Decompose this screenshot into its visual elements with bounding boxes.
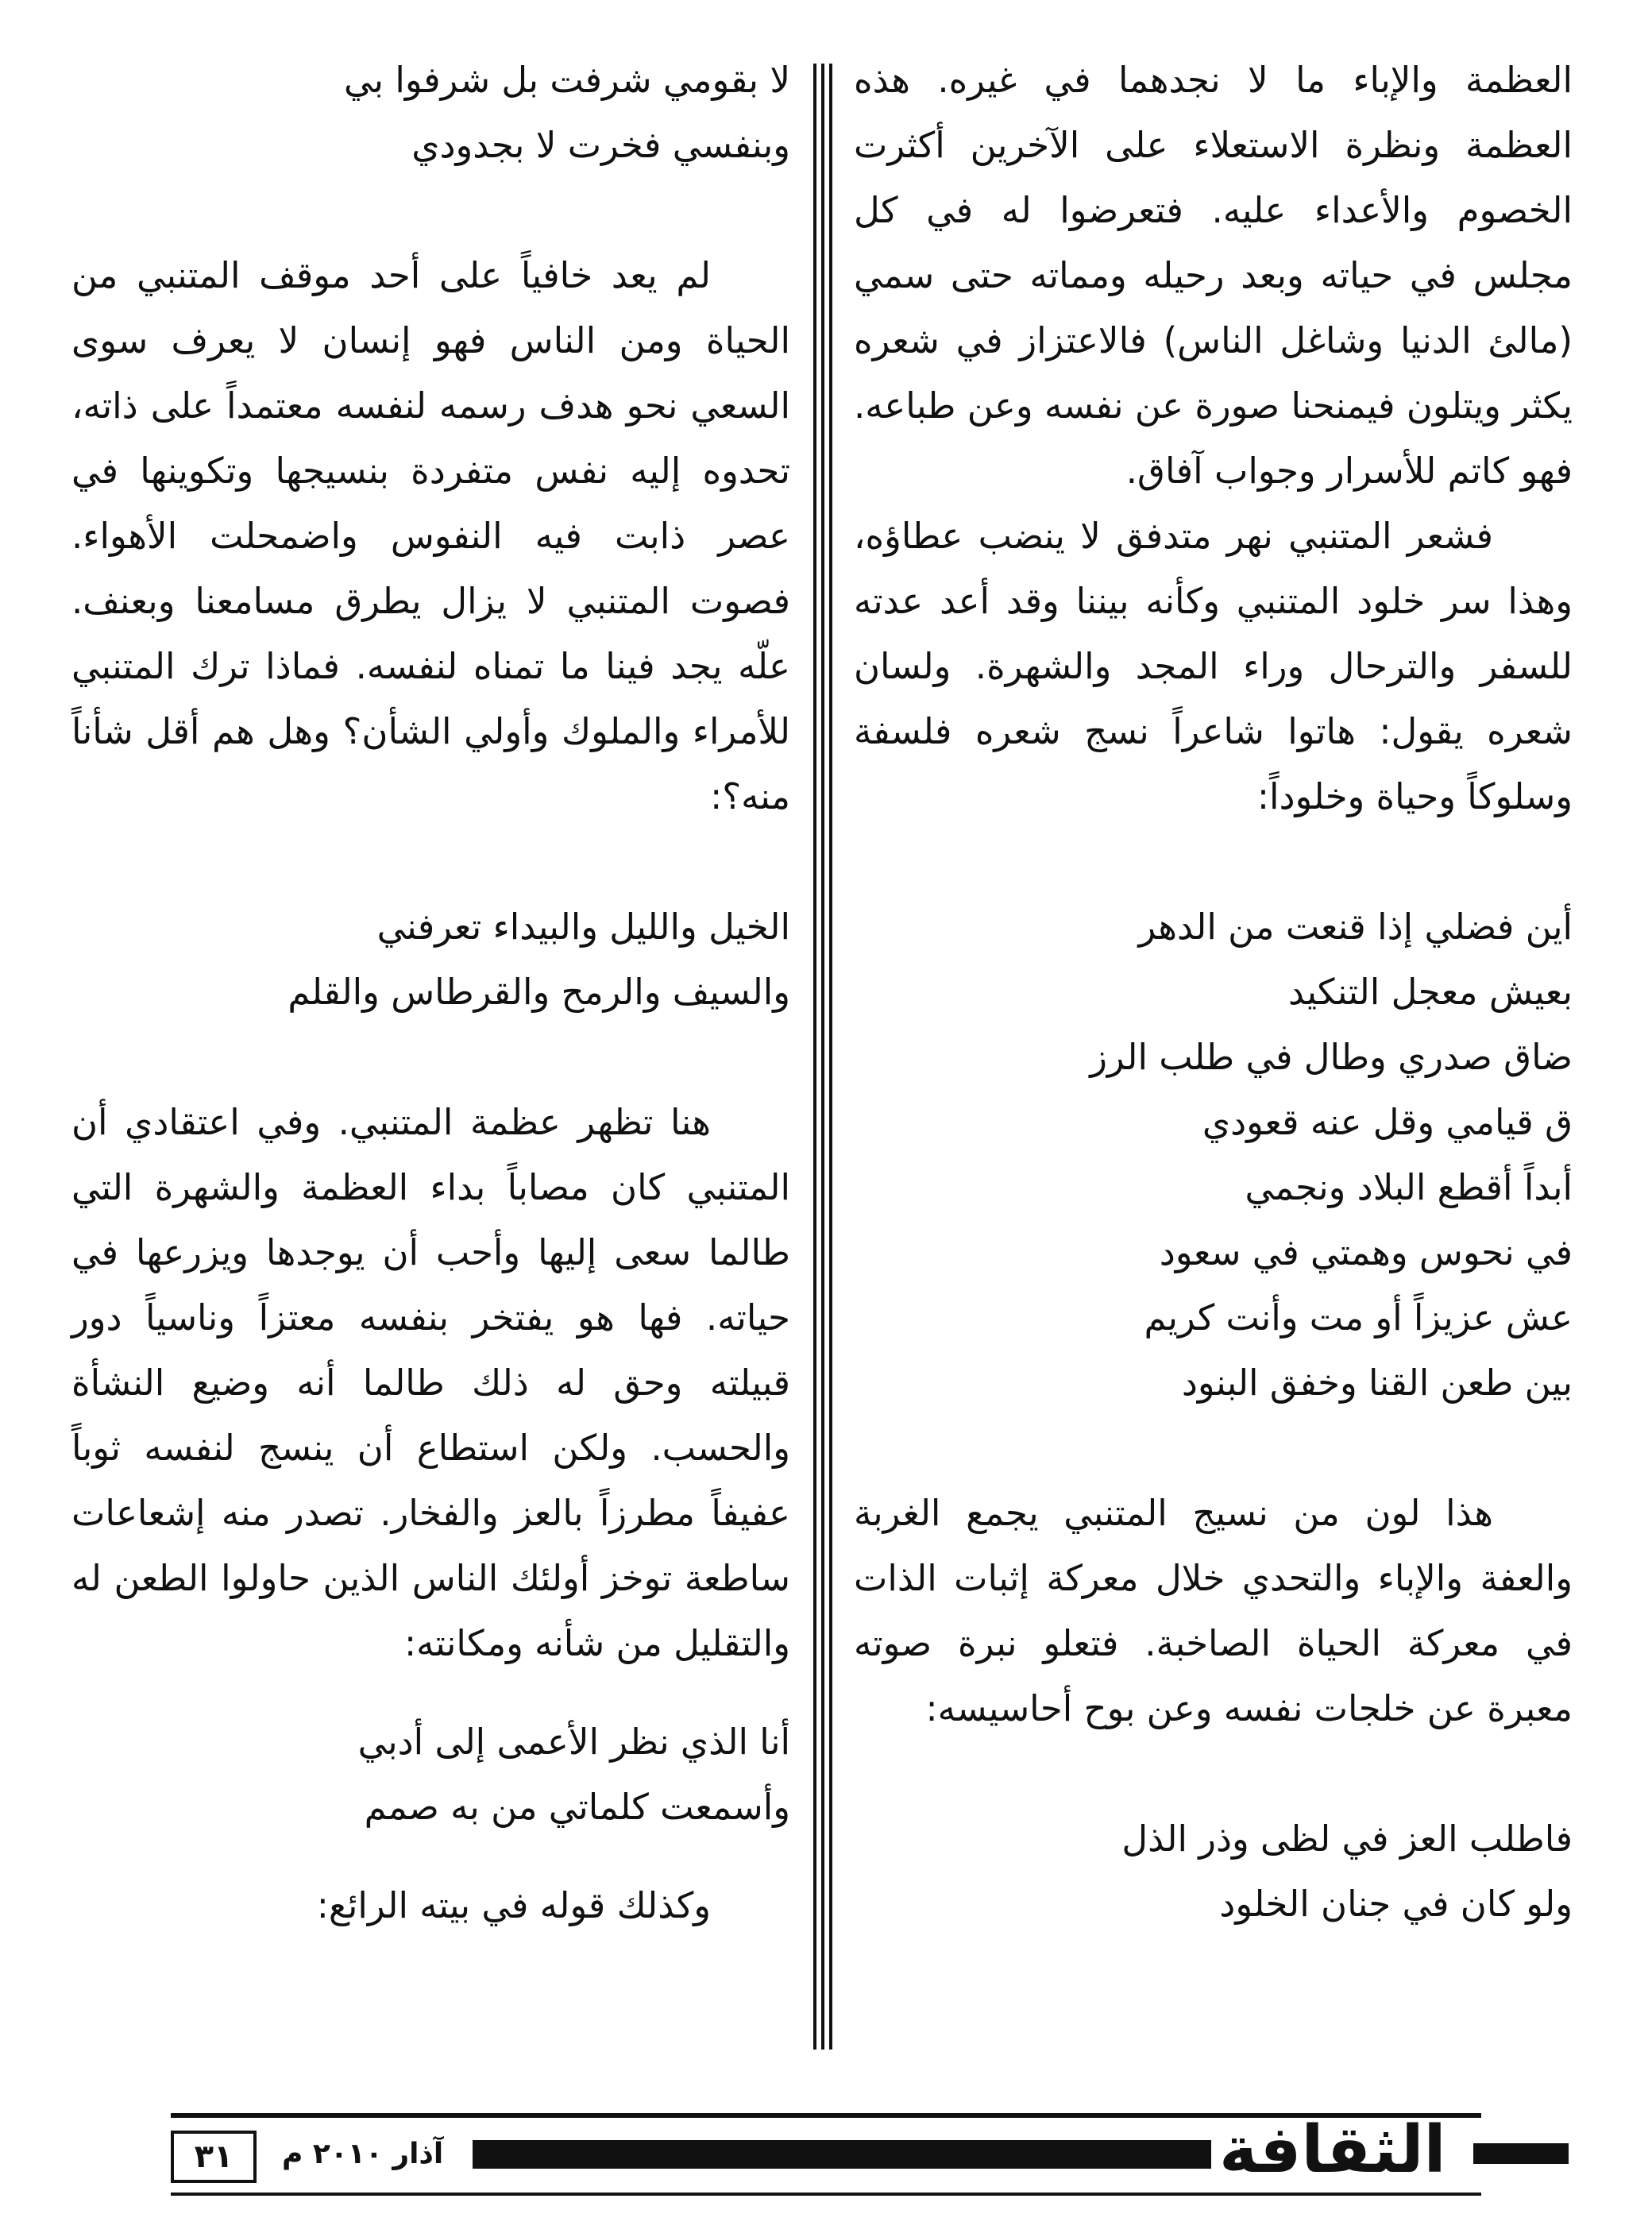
verse-half-second: بين طعن القنا وخفق البنود [1181, 1362, 1573, 1404]
verse-half-second: وبنفسي فخرت لا بجدودي [411, 124, 790, 166]
verse-line [854, 1220, 1573, 1285]
paragraph: العظمة والإباء ما لا نجدهما في غيره. هذه العظمة ونظرة الاستعلاء على الآخرين أكثرت الخصوم والأعداء عليه. فتعرضوا له في كل مجلس في حياته وبعد رحيله ومماته حتى سمي (مالئ الدنيا وشاغل الناس) فالاعتزاز في شعره يكثر ويتلون فيمنحنا صورة عن نفسه وعن طباعه. فهو كاتم للأسرار وجواب آفاق. [854, 59, 1573, 492]
column-divider [812, 64, 836, 2050]
verse-line [854, 960, 1573, 1025]
poem-block [71, 894, 790, 1025]
paragraph: فشعر المتنبي نهر متدفق لا ينضب عطاؤه، وهذا سر خلود المتنبي وكأنه بيننا وقد أعد عدته للسفر والترحال وراء المجد والشهرة. ولسان شعره يقول: هاتوا شاعراً نسج شعره فلسفة وسلوكاً وحياة وخلوداً: [854, 515, 1573, 817]
page-footer [171, 2113, 1481, 2200]
page-number: ٣١ [171, 2131, 257, 2183]
verse-half-first: عش عزيزاً أو مت وأنت كريم [1144, 1296, 1573, 1339]
verse-line [854, 1025, 1573, 1090]
verse-line [854, 1350, 1573, 1416]
left-column [71, 48, 790, 1938]
verse-half-second: في نحوس وهمتي في سعود [1159, 1231, 1573, 1273]
magazine-title: الثقافة [1219, 2112, 1446, 2188]
poem-block [71, 48, 790, 178]
footer-bar [1473, 2143, 1569, 2164]
verse-line [71, 960, 790, 1025]
verse-half-first: فاطلب العز في لظى وذر الذل [1121, 1818, 1573, 1860]
poem-block [854, 1806, 1573, 1937]
verse-half-first: أين فضلي إذا قنعت من الدهر [1138, 906, 1573, 948]
verse-line [71, 113, 790, 178]
verse-half-first: أنا الذي نظر الأعمى إلى أدبي [357, 1721, 790, 1763]
poem-block [854, 894, 1573, 1416]
paragraph: وكذلك قوله في بيته الرائع: [316, 1884, 711, 1926]
verse-line [854, 1806, 1573, 1872]
verse-half-second: ولو كان في جنان الخلود [1219, 1883, 1573, 1925]
poem-block [71, 1710, 790, 1840]
verse-line [71, 894, 790, 960]
verse-half-first: الخيل والليل والبيداء تعرفني [376, 906, 790, 948]
verse-half-first: ضاق صدري وطال في طلب الرز [1090, 1036, 1573, 1078]
verse-line [854, 894, 1573, 960]
verse-half-first: أبداً أقطع البلاد ونجمي [1245, 1166, 1573, 1208]
paragraph: هنا تظهر عظمة المتنبي. وفي اعتقادي أن المتنبي كان مصاباً بداء العظمة والشهرة التي طالما سعى إليها وأحب أن يوجدها ويزرعها في حياته. فها هو يفتخر بنفسه معتزاً وناسياً دور قبيلته وحق له ذلك طالما أنه وضيع النشأة والحسب. ولكن استطاع أن ينسج لنفسه ثوباً عفيفاً مطرزاً بالعز والفخار. تصدر منه إشعاعات ساطعة توخز أولئك الناس الذين حاولوا الطعن له والتقليل من شأنه ومكانته: [71, 1101, 790, 1664]
verse-line [71, 1710, 790, 1775]
verse-half-second: وأسمعت كلماتي من به صمم [364, 1786, 790, 1828]
verse-half-second: بعيش معجل التنكيد [1287, 971, 1573, 1013]
verse-line [854, 1090, 1573, 1155]
verse-line [71, 48, 790, 113]
footer-bar [473, 2140, 1211, 2169]
verse-line [71, 1775, 790, 1840]
verse-line [854, 1872, 1573, 1937]
paragraph: هذا لون من نسيج المتنبي يجمع الغربة والعفة والإباء والتحدي خلال معركة إثبات الذات في معركة الحياة الصاخبة. فتعلو نبرة صوته معبرة عن خلجات نفسه وعن بوح أحاسيسه: [854, 1492, 1573, 1729]
paragraph: لم يعد خافياً على أحد موقف المتنبي من الحياة ومن الناس فهو إنسان لا يعرف سوى السعي نحو هدف رسمه لنفسه معتمداً على ذاته، تحدوه إليه نفس متفردة بنسيجها وتكوينها في عصر ذابت فيه النفوس واضمحلت الأهواء. فصوت المتنبي لا يزال يطرق مسامعنا وبعنف. علّه يجد فينا ما تمناه لنفسه. فماذا ترك المتنبي للأمراء والملوك وأولي الشأن؟ وهل هم أقل شأناً منه؟: [71, 254, 790, 817]
verse-line [854, 1285, 1573, 1350]
verse-half-first: لا بقومي شرفت بل شرفوا بي [344, 59, 790, 101]
verse-line [854, 1155, 1573, 1220]
issue-date: آذار ٢٠١٠ م [282, 2138, 444, 2170]
right-column [854, 48, 1573, 1937]
verse-half-second: والسيف والرمح والقرطاس والقلم [288, 971, 790, 1013]
verse-half-second: ق قيامي وقل عنه قعودي [1202, 1101, 1573, 1143]
